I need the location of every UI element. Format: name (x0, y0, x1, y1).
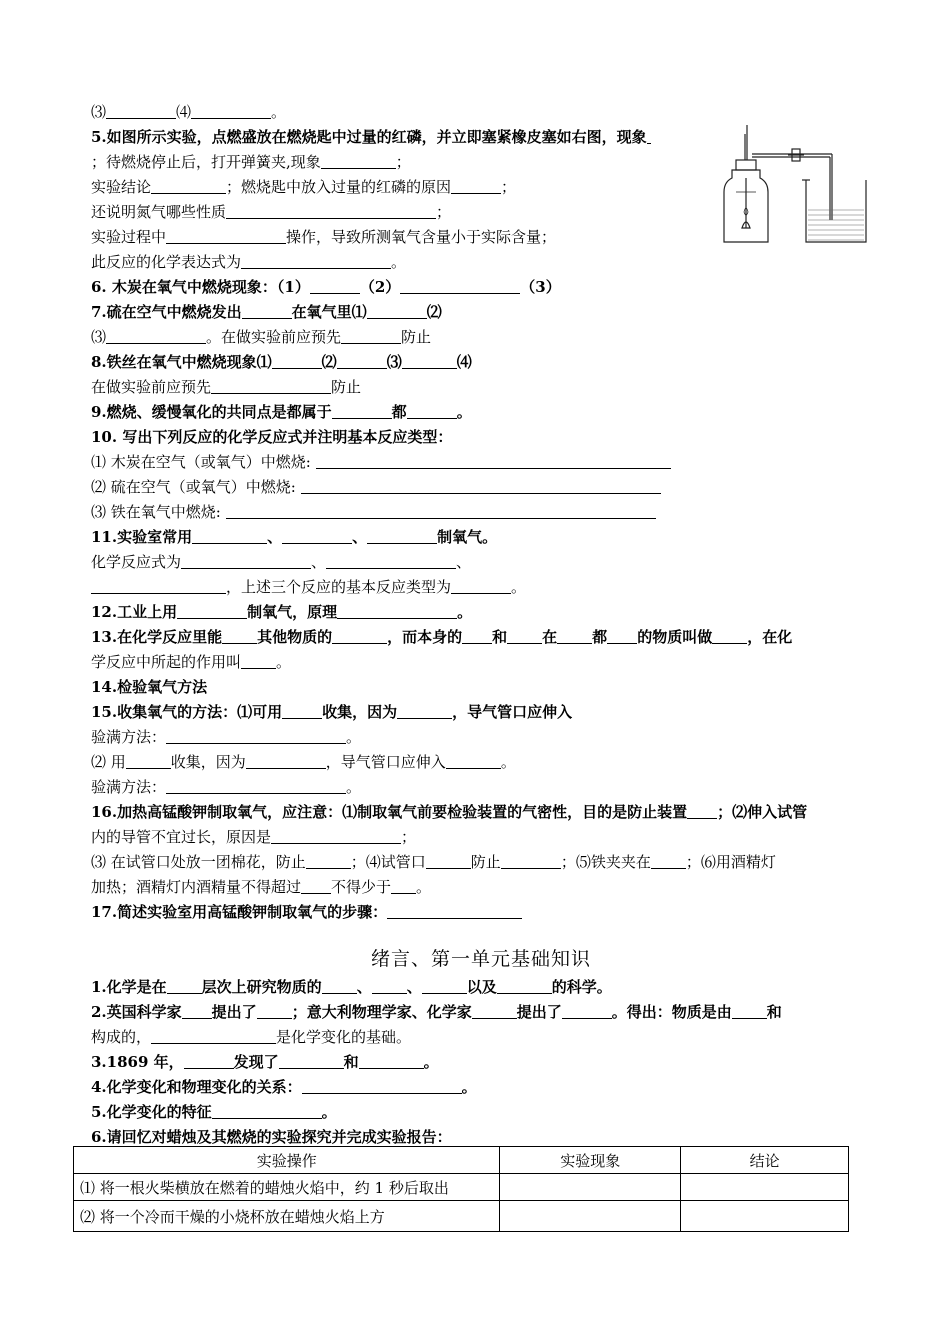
question-11-b (91, 550, 871, 575)
text: 5.如图所示实验，点燃盛放在燃烧匙中过量的红磷，并立即塞紧橡皮塞如右图，现象 (91, 128, 647, 146)
text: ； (401, 828, 417, 846)
section-q3 (91, 1050, 871, 1075)
blank[interactable] (426, 852, 471, 869)
text: 不得少于 (331, 878, 392, 896)
text: 。 (461, 1078, 477, 1096)
blank[interactable] (337, 352, 387, 369)
question-5-c (91, 175, 711, 200)
text: ⑵ (426, 303, 442, 321)
text: 发现了 (233, 1053, 279, 1071)
text: 、 (406, 978, 422, 996)
question-5-b (91, 150, 711, 175)
text: 14.检验氧气方法 (91, 678, 208, 696)
text: ⑶ 在试管口处放一团棉花，防止 (91, 853, 306, 871)
text: 6. 木炭在氧气中燃烧现象：（1） (91, 278, 310, 296)
text: ⑷ (176, 103, 192, 121)
question-6 (91, 275, 871, 300)
blank[interactable] (151, 177, 226, 194)
worksheet (91, 100, 871, 1150)
blank[interactable] (166, 727, 346, 744)
text: 加热；酒精灯内酒精量不得超过 (91, 878, 302, 896)
text: 实验过程中 (91, 228, 167, 246)
question-11 (91, 525, 871, 550)
column-header: 结论 (681, 1147, 849, 1174)
text: 验满方法： (91, 778, 167, 796)
blank[interactable] (651, 852, 686, 869)
section-q2 (91, 1000, 871, 1025)
text: 12.工业上用 (91, 603, 178, 621)
blank[interactable] (562, 1002, 612, 1019)
text: 17.简述实验室用高锰酸钾制取氧气的步骤： (91, 903, 388, 921)
text: 都 (391, 403, 407, 421)
line-q4-cont (91, 100, 711, 125)
blank[interactable] (184, 1052, 234, 1069)
question-10-a (91, 450, 871, 475)
blank[interactable] (106, 102, 176, 119)
text: 、 (311, 553, 327, 571)
column-header: 实验操作 (74, 1147, 500, 1174)
blank[interactable] (301, 477, 661, 494)
section-q4 (91, 1075, 871, 1100)
text: 13.在化学反应里能 (91, 628, 223, 646)
text: 在 (542, 628, 558, 646)
blank[interactable] (271, 827, 401, 844)
blank[interactable] (257, 1002, 292, 1019)
text: ，而本身的 (387, 628, 463, 646)
blank[interactable] (391, 877, 416, 894)
text: 。 (346, 778, 362, 796)
text: 制氧气。 (437, 528, 498, 546)
blank[interactable] (282, 527, 352, 544)
text: ⑴ 木炭在空气（或氧气）中燃烧: (91, 453, 316, 471)
text: 和 (343, 1053, 359, 1071)
blank[interactable] (507, 627, 542, 644)
question-9 (91, 400, 871, 425)
text: 提出了 (211, 1003, 257, 1021)
text: 在做实验前应预先 (91, 378, 212, 396)
blank[interactable] (407, 402, 457, 419)
question-5 (91, 125, 711, 150)
blank[interactable] (177, 602, 247, 619)
question-16-b (91, 825, 871, 850)
blank[interactable] (321, 152, 396, 169)
text: 防止 (401, 328, 432, 346)
blank[interactable] (402, 352, 457, 369)
text: ⑷ (456, 353, 472, 371)
question-15 (91, 700, 871, 725)
blank[interactable] (182, 1002, 212, 1019)
blank[interactable] (279, 1052, 344, 1069)
text: 还说明氮气哪些性质 (91, 203, 227, 221)
blank[interactable] (400, 277, 520, 294)
text: 5.化学变化的特征 (91, 1103, 212, 1121)
text: ；⑹用酒精灯 (685, 853, 776, 871)
text: ；意大利物理学家、化学家 (291, 1003, 472, 1021)
question-8 (91, 350, 871, 375)
text: 层次上研究物质的 (201, 978, 322, 996)
blank[interactable] (211, 377, 331, 394)
blank[interactable] (732, 1002, 767, 1019)
text: 8.铁丝在氧气中燃烧现象⑴ (91, 353, 272, 371)
text: （3） (520, 278, 561, 296)
red-phosphorus-apparatus-figure (722, 120, 872, 250)
text: 。 (276, 653, 292, 671)
question-11-c (91, 575, 871, 600)
text: 、 (352, 528, 368, 546)
blank[interactable] (302, 1077, 462, 1094)
blank[interactable] (501, 852, 561, 869)
section-q1 (91, 975, 871, 1000)
question-12 (91, 600, 871, 625)
text: ；⑸铁夹夹在 (560, 853, 651, 871)
blank[interactable] (282, 702, 322, 719)
blank[interactable] (241, 652, 276, 669)
text: 都 (592, 628, 608, 646)
text: 、 (456, 553, 472, 571)
table-cell[interactable] (681, 1174, 849, 1201)
question-17 (91, 900, 871, 925)
question-5-e (91, 225, 711, 250)
text: 和 (492, 628, 508, 646)
section-q5 (91, 1100, 871, 1125)
text: 的科学。 (551, 978, 612, 996)
text: 学反应中所起的作用叫 (91, 653, 242, 671)
column-header: 实验现象 (500, 1147, 681, 1174)
table-row (74, 1174, 849, 1201)
text: 在氧气里⑴ (291, 303, 367, 321)
question-16-d (91, 875, 871, 900)
blank[interactable] (472, 1002, 517, 1019)
question-5-d (91, 200, 711, 225)
table-cell: ⑴ 将一根火柴横放在燃着的蜡烛火焰中，约 1 秒后取出 (74, 1174, 500, 1201)
blank[interactable] (192, 527, 267, 544)
question-15-c (91, 750, 871, 775)
blank[interactable] (241, 252, 391, 269)
table-cell[interactable] (681, 1201, 849, 1232)
blank[interactable] (151, 1027, 276, 1044)
blank[interactable] (167, 977, 202, 994)
blank[interactable] (341, 327, 401, 344)
blank[interactable] (607, 627, 637, 644)
text: 。 (391, 253, 407, 271)
blank[interactable] (367, 302, 427, 319)
table-header-row (74, 1147, 849, 1174)
blank[interactable] (367, 527, 437, 544)
blank[interactable] (306, 852, 351, 869)
blank[interactable] (301, 877, 331, 894)
text: 。 (511, 578, 527, 596)
blank[interactable] (166, 777, 346, 794)
text: 。在做实验前应预先 (206, 328, 342, 346)
blank[interactable] (422, 977, 467, 994)
blank[interactable] (687, 802, 717, 819)
text: ，导气管口应伸入 (325, 753, 446, 771)
text: ；⑷试管口 (350, 853, 426, 871)
text: 。 (500, 753, 516, 771)
text: 1.化学是在 (91, 978, 167, 996)
section-q2-b (91, 1025, 871, 1050)
text: ⑶ (386, 353, 402, 371)
table-cell[interactable] (500, 1201, 681, 1232)
text: ⑶ 铁在氧气中燃烧: (91, 503, 226, 521)
blank[interactable] (462, 627, 492, 644)
text: ；待燃烧停止后，打开弹簧夹,现象 (91, 153, 321, 171)
blank[interactable] (242, 302, 292, 319)
text: ⑵ 硫在空气（或氧气）中燃烧: (91, 478, 301, 496)
question-8-b (91, 375, 871, 400)
blank[interactable] (226, 502, 656, 519)
question-10 (91, 425, 871, 450)
blank[interactable] (557, 627, 592, 644)
table-row (74, 1201, 849, 1232)
text: 收集，因为 (170, 753, 246, 771)
text: 防止 (331, 378, 362, 396)
text: 构成的， (91, 1028, 152, 1046)
text: ⑵ 用 (91, 753, 126, 771)
text: 。 (346, 728, 362, 746)
text: ，上述三个反应的基本反应类型为 (226, 578, 452, 596)
blank[interactable] (316, 452, 671, 469)
blank[interactable] (647, 127, 651, 144)
text: 验满方法： (91, 728, 167, 746)
blank[interactable] (451, 577, 511, 594)
blank[interactable] (91, 577, 226, 594)
text: 10. 写出下列反应的化学反应式并注明基本反应类型： (91, 428, 453, 446)
text: 。 (271, 103, 287, 121)
text: ，在化 (747, 628, 793, 646)
text: ； (501, 178, 517, 196)
text: 、 (356, 978, 372, 996)
question-14 (91, 675, 871, 700)
question-10-c (91, 500, 871, 525)
question-16 (91, 800, 871, 825)
text: 7.硫在空气中燃烧发出 (91, 303, 242, 321)
text: 收集，因为 (322, 703, 398, 721)
text: 以及 (466, 978, 497, 996)
blank[interactable] (337, 602, 457, 619)
question-5-f (91, 250, 711, 275)
text: 11.实验室常用 (91, 528, 193, 546)
blank[interactable] (246, 752, 326, 769)
text: 。 (456, 403, 472, 421)
question-15-b (91, 725, 871, 750)
blank[interactable] (372, 977, 407, 994)
blank[interactable] (497, 977, 552, 994)
blank[interactable] (397, 702, 452, 719)
question-10-b (91, 475, 871, 500)
section-title: 绪言、第一单元基础知识 (370, 948, 591, 970)
blank[interactable] (387, 902, 522, 919)
text: ；⑵伸入试管 (717, 803, 808, 821)
blank[interactable] (272, 352, 322, 369)
text: 内的导管不宜过长，原因是 (91, 828, 272, 846)
text: 其他物质的 (257, 628, 333, 646)
text: 2.英国科学家 (91, 1003, 182, 1021)
blank[interactable] (322, 977, 357, 994)
blank[interactable] (226, 202, 436, 219)
text: 6.请回忆对蜡烛及其燃烧的实验探究并完成实验报告： (91, 1128, 452, 1146)
text: 。 (423, 1053, 439, 1071)
text: 15.收集氧气的方法：⑴可用 (91, 703, 283, 721)
text: 9.燃烧、缓慢氧化的共同点是都属于 (91, 403, 332, 421)
blank[interactable] (191, 102, 271, 119)
question-7 (91, 300, 871, 325)
text: ，导气管口应伸入 (452, 703, 573, 721)
text: 实验结论 (91, 178, 152, 196)
question-15-d (91, 775, 871, 800)
text: 化学反应式为 (91, 553, 182, 571)
table-cell: ⑵ 将一个冷而干燥的小烧杯放在蜡烛火焰上方 (74, 1201, 500, 1232)
blank[interactable] (326, 552, 456, 569)
text: 防止 (470, 853, 501, 871)
text: ⑵ (321, 353, 337, 371)
text: 。 (457, 603, 473, 621)
blank[interactable] (451, 177, 501, 194)
text: 的物质叫做 (637, 628, 713, 646)
text: 操作，导致所测氧气含量小于实际含量； (286, 228, 557, 246)
blank[interactable] (712, 627, 747, 644)
experiment-report-table (73, 1146, 849, 1232)
question-16-c (91, 850, 871, 875)
blank[interactable] (332, 627, 387, 644)
blank[interactable] (181, 552, 311, 569)
blank[interactable] (212, 1102, 322, 1119)
question-13 (91, 625, 871, 650)
text: ； (436, 203, 452, 221)
text: 、 (267, 528, 283, 546)
text: ； (395, 153, 411, 171)
blank[interactable] (446, 752, 501, 769)
blank[interactable] (310, 277, 360, 294)
text: ⑶ (91, 103, 107, 121)
text: 。 (321, 1103, 337, 1121)
text: 3.1869 年， (91, 1053, 184, 1071)
table-cell[interactable] (500, 1174, 681, 1201)
text: （2） (359, 278, 401, 296)
question-13-b (91, 650, 871, 675)
text: 此反应的化学表达式为 (91, 253, 242, 271)
text: 制氧气，原理 (247, 603, 338, 621)
text: 提出了 (516, 1003, 562, 1021)
text: 是化学变化的基础。 (276, 1028, 412, 1046)
blank[interactable] (332, 402, 392, 419)
text: 。 (416, 878, 432, 896)
text: ；燃烧匙中放入过量的红磷的原因 (226, 178, 452, 196)
question-7-b (91, 325, 871, 350)
blank[interactable] (222, 627, 257, 644)
text: 和 (766, 1003, 782, 1021)
text: 。得出：物质是由 (611, 1003, 732, 1021)
blank[interactable] (126, 752, 171, 769)
blank[interactable] (359, 1052, 424, 1069)
text: 16.加热高锰酸钾制取氧气，应注意：⑴制取氧气前要检验装置的气密性，目的是防止装置 (91, 803, 688, 821)
blank[interactable] (106, 327, 206, 344)
text: ⑶ (91, 328, 107, 346)
text: 4.化学变化和物理变化的关系： (91, 1078, 302, 1096)
blank[interactable] (166, 227, 286, 244)
